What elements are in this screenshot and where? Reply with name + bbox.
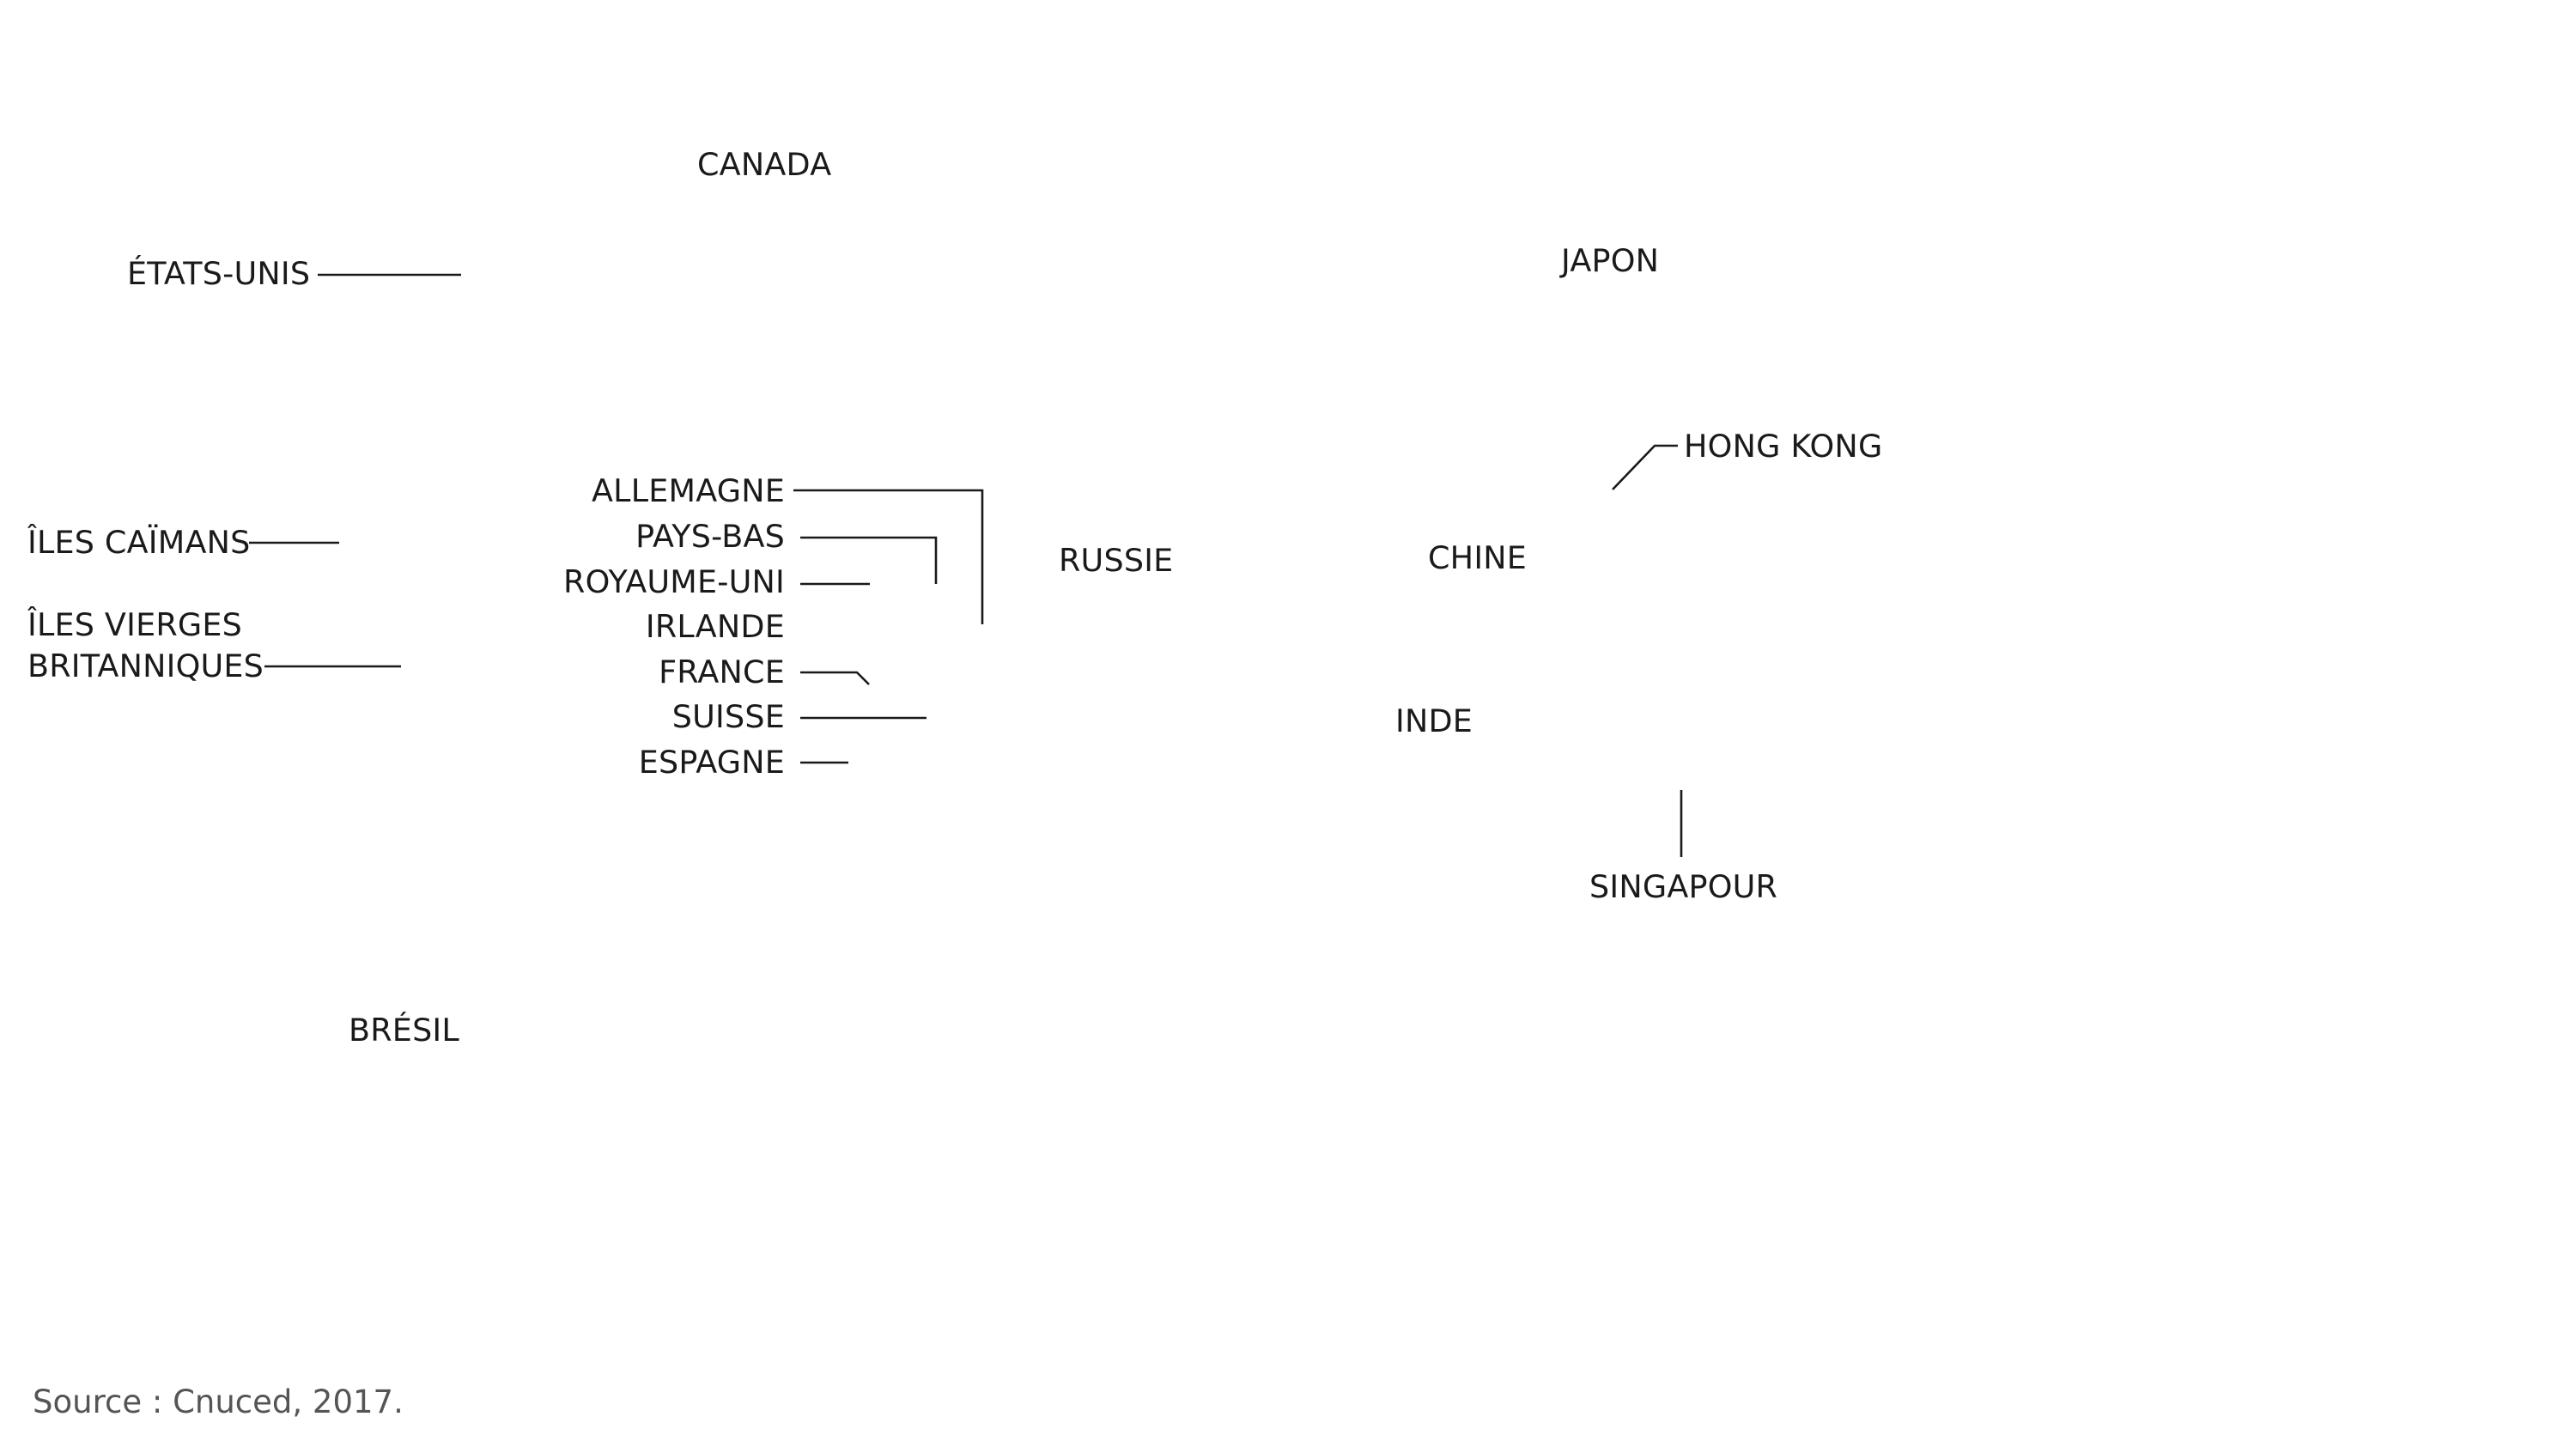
label-chine: CHINE — [1428, 539, 1528, 576]
label-inde: INDE — [1395, 702, 1473, 739]
label-canada: CANADA — [697, 146, 832, 183]
label-france: FRANCE — [659, 654, 785, 690]
label-pays-bas: PAYS-BAS — [635, 518, 785, 555]
label-allemagne: ALLEMAGNE — [592, 472, 785, 509]
label-iles-vierges-line1: ÎLES VIERGES — [27, 606, 243, 643]
label-iles-vierges-line2: BRITANNIQUES — [27, 648, 264, 684]
leader-france — [800, 672, 869, 684]
leader-pays-bas — [800, 538, 936, 584]
label-bresil: BRÉSIL — [349, 1012, 459, 1049]
label-japon: JAPON — [1561, 242, 1660, 279]
label-iles-caimans: ÎLES CAÏMANS — [27, 524, 251, 561]
label-suisse: SUISSE — [671, 698, 785, 735]
label-singapour: SINGAPOUR — [1589, 868, 1778, 905]
label-russie: RUSSIE — [1059, 542, 1174, 579]
label-etats-unis: ÉTATS-UNIS — [127, 255, 311, 292]
label-irlande: IRLANDE — [645, 608, 785, 645]
leader-hong-kong — [1613, 446, 1678, 489]
label-espagne: ESPAGNE — [638, 744, 785, 781]
label-hong-kong: HONG KONG — [1684, 428, 1883, 465]
label-royaume-uni: ROYAUME-UNI — [563, 563, 785, 600]
leader-allemagne — [793, 490, 982, 624]
source-note: Source : Cnuced, 2017. — [33, 1383, 404, 1420]
